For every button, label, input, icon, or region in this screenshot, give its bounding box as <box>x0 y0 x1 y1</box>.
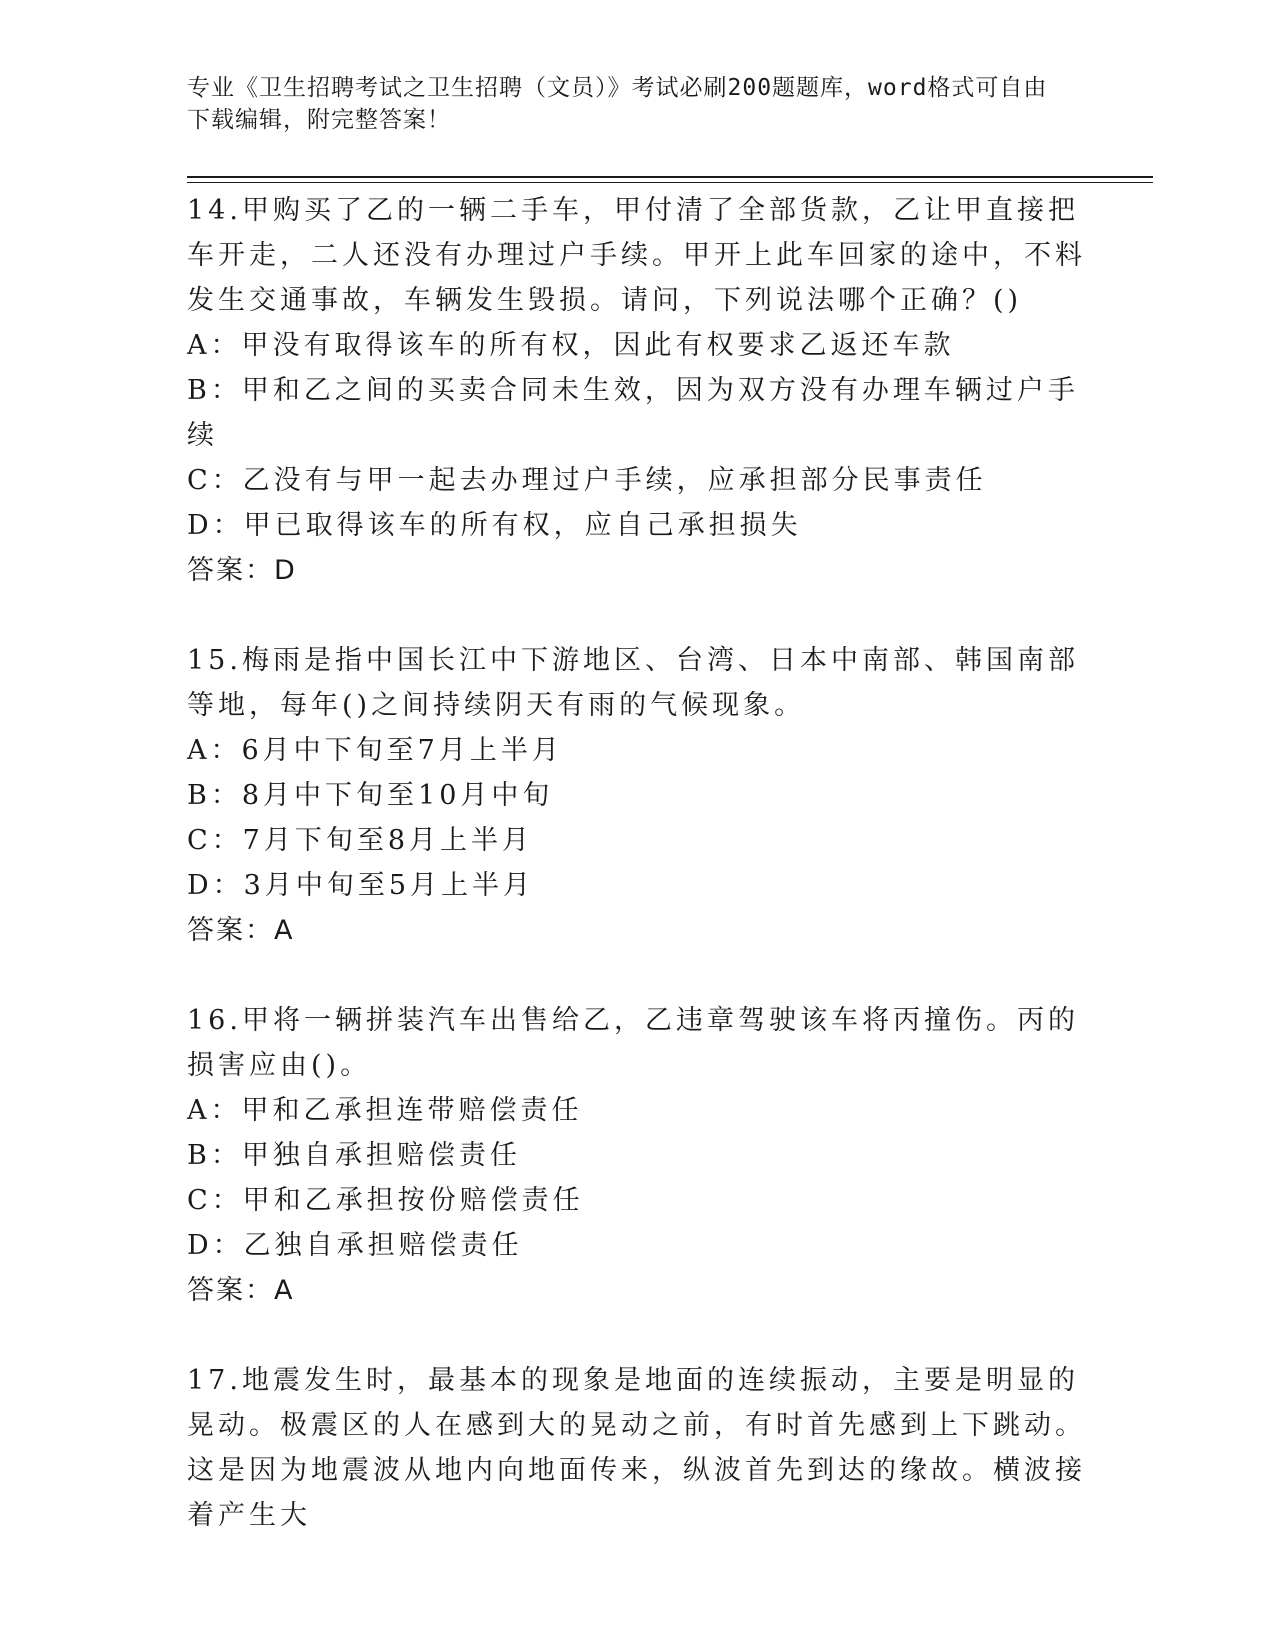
header-rule-thick <box>187 176 1153 178</box>
option-b: B：甲独自承担赔偿责任 <box>187 1140 521 1171</box>
question-14 <box>187 188 1087 593</box>
question-text: 15.梅雨是指中国长江中下游地区、台湾、日本中南部、韩国南部等地，每年()之间持续阴天有雨的气候现象。 <box>187 645 1079 721</box>
option-c: C：乙没有与甲一起去办理过户手续，应承担部分民事责任 <box>187 465 987 496</box>
option-d: D：3月中旬至5月上半月 <box>187 870 535 901</box>
question-spacer <box>187 953 1087 998</box>
answer: 答案：A <box>187 1275 295 1306</box>
question-16 <box>187 998 1087 1313</box>
question-17 <box>187 1358 1087 1538</box>
option-a: A：甲和乙承担连带赔偿责任 <box>187 1095 583 1126</box>
option-d: D：甲已取得该车的所有权，应自己承担损失 <box>187 510 802 541</box>
question-spacer <box>187 593 1087 638</box>
option-b: B：8月中下旬至10月中旬 <box>187 780 554 811</box>
question-text: 14.甲购买了乙的一辆二手车，甲付清了全部货款，乙让甲直接把车开走，二人还没有办理过户手续。甲开上此车回家的途中，不料发生交通事故，车辆发生毁损。请问，下列说法哪个正确？() <box>187 195 1086 316</box>
option-a: A：6月中下旬至7月上半月 <box>187 735 563 766</box>
question-text: 17.地震发生时，最基本的现象是地面的连续振动，主要是明显的晃动。极震区的人在感到大的晃动之前，有时首先感到上下跳动。这是因为地震波从地内向地面传来，纵波首先到达的缘故。横波接着产生大 <box>187 1365 1086 1531</box>
option-b: B：甲和乙之间的买卖合同未生效，因为双方没有办理车辆过户手续 <box>187 375 1079 451</box>
question-15 <box>187 638 1087 953</box>
option-a: A：甲没有取得该车的所有权，因此有权要求乙返还车款 <box>187 330 955 361</box>
option-c: C：7月下旬至8月上半月 <box>187 825 534 856</box>
answer: 答案：A <box>187 915 295 946</box>
option-c: C：甲和乙承担按份赔偿责任 <box>187 1185 584 1216</box>
answer: 答案：D <box>187 555 297 586</box>
document-header: 专业《卫生招聘考试之卫生招聘（文员）》考试必刷200题题库，word格式可自由下载编辑，附完整答案！ <box>187 75 1048 133</box>
option-d: D：乙独自承担赔偿责任 <box>187 1230 523 1261</box>
question-spacer <box>187 1313 1087 1358</box>
header-rule-thin <box>187 182 1153 183</box>
question-list <box>187 188 1087 1538</box>
question-text: 16.甲将一辆拼装汽车出售给乙，乙违章驾驶该车将丙撞伤。丙的损害应由()。 <box>187 1005 1079 1081</box>
